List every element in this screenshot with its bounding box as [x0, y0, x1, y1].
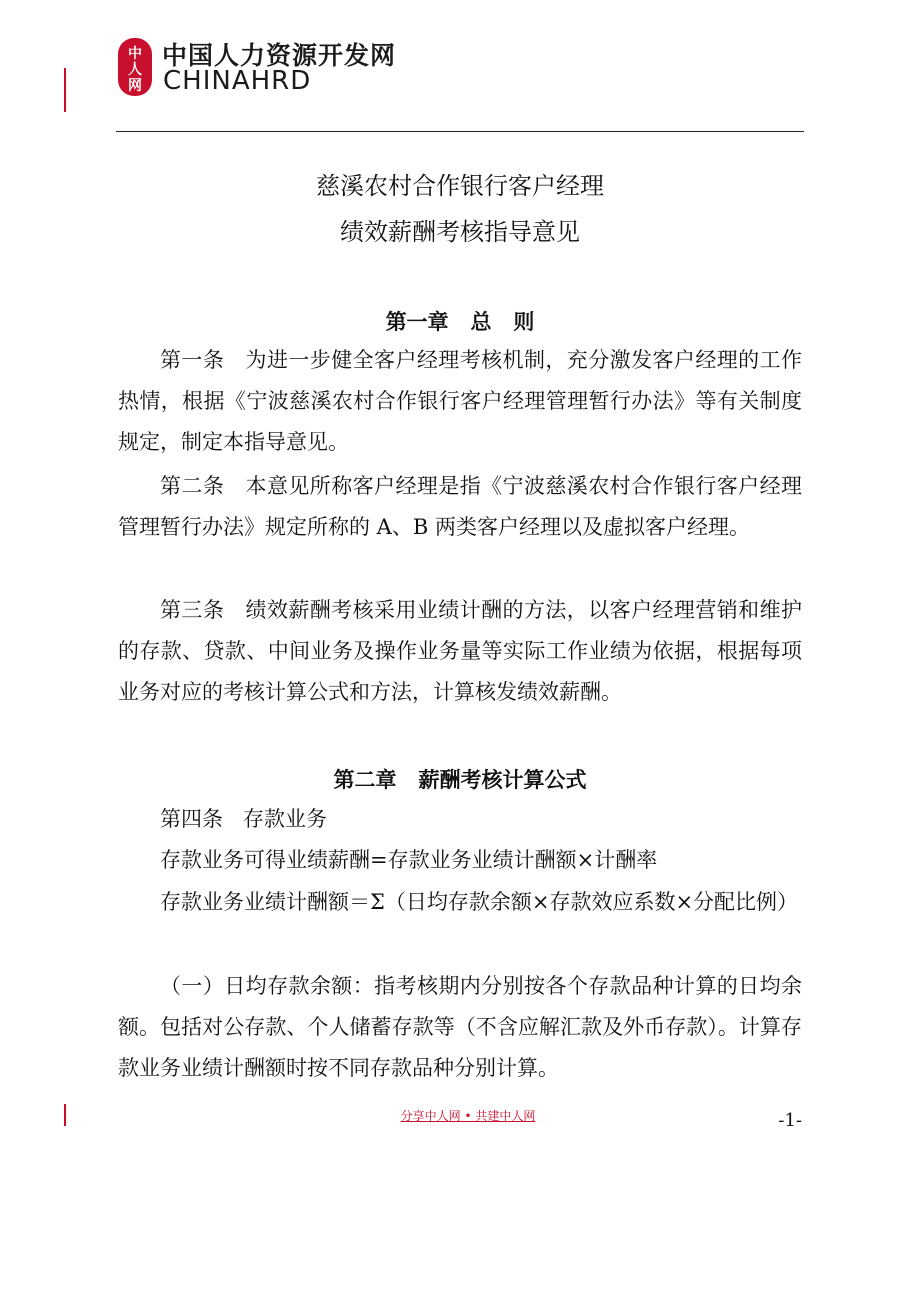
logo-english-name: CHINAHRD [163, 66, 312, 96]
chapter-2-heading: 第二章 薪酬考核计算公式 [333, 768, 587, 792]
daily-average-deposit-definition: （一）日均存款余额：指考核期内分别按各个存款品种计算的日均余额。包括对公存款、个人储蓄存款等（不含应解汇款及外币存款）。计算存款业务业绩计酬额时按不同存款品种分别计算。 [118, 974, 802, 1080]
document-title-line-2: 绩效薪酬考核指导意见 [340, 218, 580, 246]
deposit-formula-2: 存款业务业绩计酬额＝Σ（日均存款余额×存款效应系数×分配比例） [160, 890, 799, 914]
page-number: -1- [778, 1110, 802, 1131]
article-4: 第四条 存款业务 [160, 807, 328, 831]
article-2: 第二条 本意见所称客户经理是指《宁波慈溪农村合作银行客户经理管理暂行办法》规定所称的 A、B 两类客户经理以及虚拟客户经理。 [118, 474, 802, 539]
logo-chinese-name: 中国人力资源开发网 [162, 41, 397, 70]
document-title-line-1: 慈溪农村合作银行客户经理 [316, 172, 604, 200]
margin-mark-bottom [64, 1104, 66, 1126]
svg-text:人: 人 [128, 62, 142, 78]
footer-share-link[interactable]: 分享中人网 • 共建中人网 [400, 1109, 536, 1123]
article-1: 第一条 为进一步健全客户经理考核机制，充分激发客户经理的工作热情，根据《宁波慈溪农村合作银行客户经理管理暂行办法》等有关制度规定，制定本指导意见。 [118, 348, 802, 454]
chinahrd-logo [116, 36, 416, 100]
deposit-formula-1: 存款业务可得业绩薪酬=存款业务业绩计酬额×计酬率 [160, 848, 658, 872]
header-divider [116, 131, 804, 132]
margin-mark-top [64, 68, 66, 112]
seal-icon [116, 36, 156, 98]
article-3: 第三条 绩效薪酬考核采用业绩计酬的方法，以客户经理营销和维护的存款、贷款、中间业务及操作业务量等实际工作业绩为依据，根据每项业务对应的考核计算公式和方法，计算核发绩效薪酬。 [118, 598, 802, 704]
svg-text:中: 中 [128, 46, 142, 62]
svg-text:网: 网 [128, 78, 142, 94]
chapter-1-heading: 第一章 总 则 [385, 310, 535, 334]
